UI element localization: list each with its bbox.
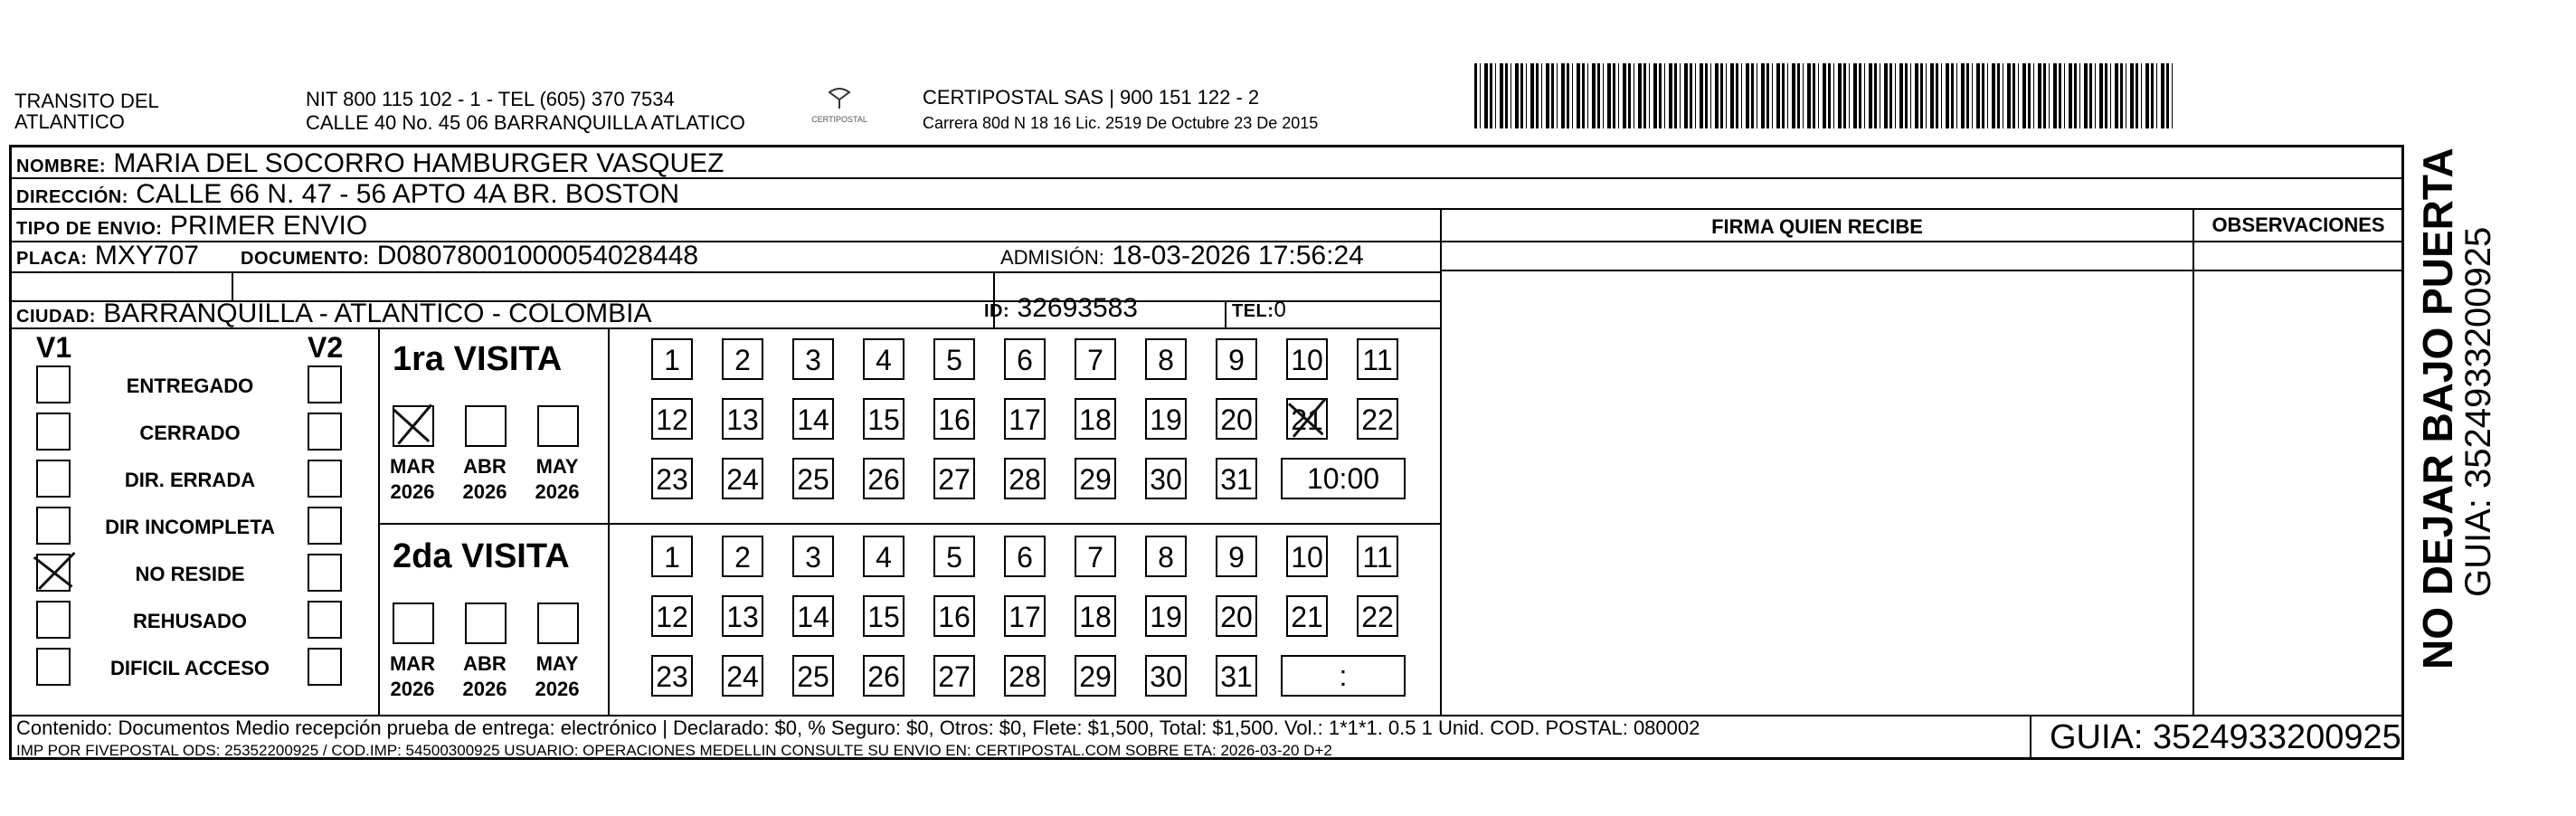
visit-time-field[interactable]: : <box>1281 655 1406 697</box>
day-box[interactable]: 17 <box>1004 398 1046 440</box>
day-box[interactable]: 10 <box>1286 536 1328 577</box>
sender-name-line1: TRANSITO DEL <box>14 90 159 112</box>
day-box[interactable]: 9 <box>1216 338 1257 380</box>
v2-checkbox[interactable] <box>308 601 342 639</box>
recipient-address: CALLE 66 N. 47 - 56 APTO 4A BR. BOSTON <box>136 179 680 209</box>
visit-title: 1ra VISITA <box>393 340 563 378</box>
month-label <box>385 651 440 702</box>
v2-header: V2 <box>308 331 344 364</box>
no-dejar-warning: NO DEJAR BAJO PUERTA <box>2414 147 2461 669</box>
admision-label: ADMISIÓN: <box>1000 246 1104 269</box>
tel-label: TEL: <box>1232 301 1274 321</box>
v1-checkbox[interactable] <box>36 365 71 403</box>
v1-checkbox[interactable] <box>36 460 71 498</box>
day-box[interactable]: 8 <box>1145 338 1187 380</box>
v1-header: V1 <box>36 331 72 364</box>
status-label: DIR. ERRADA <box>124 469 256 491</box>
imp-line: IMP POR FIVEPOSTAL ODS: 25352200925 / COD.IMP: 54500300925 USUARIO: OPERACIONES MEDELLIN CONSULTE SU ENVIO EN: CERTIPOSTAL.COM SOBRE ETA: 2026-03-20 D+2 <box>16 742 1332 759</box>
recipient-name-row <box>16 148 724 182</box>
month-year: 2026 <box>390 480 435 503</box>
day-box[interactable]: 5 <box>933 338 975 380</box>
day-box[interactable]: 23 <box>651 458 693 499</box>
day-box[interactable]: 12 <box>651 595 693 637</box>
day-box[interactable]: 6 <box>1004 536 1046 577</box>
ciudad-value: BARRANQUILLA - ATLANTICO - COLOMBIA <box>103 299 652 328</box>
month-name: MAR <box>389 652 436 675</box>
day-box[interactable]: 2 <box>722 338 763 380</box>
day-box[interactable]: 21 <box>1286 595 1328 637</box>
signature-area[interactable] <box>1442 271 2191 713</box>
day-box[interactable]: 7 <box>1075 536 1116 577</box>
day-box[interactable]: 26 <box>863 655 904 697</box>
sender-address: CALLE 40 No. 45 06 BARRANQUILLA ATLATICO <box>306 111 745 134</box>
month-checkbox[interactable] <box>465 603 507 644</box>
day-box[interactable]: 27 <box>933 655 975 697</box>
day-box[interactable]: 23 <box>651 655 693 697</box>
tel-cell <box>1232 295 1286 327</box>
day-box[interactable]: 11 <box>1357 536 1398 577</box>
month-label <box>458 454 512 505</box>
day-box[interactable]: 10 <box>1286 338 1328 380</box>
v1-checkbox[interactable] <box>36 554 71 592</box>
side-guide-number: GUIA: 3524933200925 <box>2458 226 2498 597</box>
nombre-label: NOMBRE: <box>16 157 107 176</box>
day-box[interactable]: 20 <box>1216 398 1257 440</box>
status-label: ENTREGADO <box>126 375 254 397</box>
day-box[interactable]: 12 <box>651 398 693 440</box>
day-box[interactable]: 16 <box>933 398 975 440</box>
firma-header: FIRMA QUIEN RECIBE <box>1711 215 1923 238</box>
v2-checkbox[interactable] <box>308 648 342 686</box>
day-box[interactable]: 29 <box>1075 655 1116 697</box>
certipostal-logo: CERTIPOSTAL <box>803 87 876 134</box>
month-checkbox[interactable] <box>393 603 434 644</box>
month-name: MAY <box>535 455 579 478</box>
tel-value: 0 <box>1274 298 1286 322</box>
placa-value: MXY707 <box>94 241 199 270</box>
recipient-name: MARIA DEL SOCORRO HAMBURGER VASQUEZ <box>113 148 724 178</box>
v1-checkbox[interactable] <box>36 507 71 545</box>
day-box[interactable]: 1 <box>651 338 693 380</box>
month-label <box>530 454 584 505</box>
ciudad-label: CIUDAD: <box>16 307 96 327</box>
documento-label: DOCUMENTO: <box>241 249 370 269</box>
direccion-label: DIRECCIÓN: <box>16 187 128 207</box>
day-box[interactable]: 13 <box>722 595 763 637</box>
day-box[interactable]: 20 <box>1216 595 1257 637</box>
v1-checkbox[interactable] <box>36 601 71 639</box>
day-box[interactable]: 11 <box>1357 338 1398 380</box>
day-box[interactable]: 25 <box>792 458 834 499</box>
observations-area[interactable] <box>2194 271 2401 713</box>
day-box[interactable]: 15 <box>863 398 904 440</box>
status-label: DIR INCOMPLETA <box>105 516 275 538</box>
day-box[interactable]: 4 <box>863 338 904 380</box>
month-label <box>385 454 440 505</box>
day-box[interactable]: 18 <box>1075 398 1116 440</box>
day-box[interactable]: 8 <box>1145 536 1187 577</box>
placa-label: PLACA: <box>16 249 88 269</box>
month-year: 2026 <box>462 678 507 700</box>
id-cell <box>984 293 1138 327</box>
placa-cell <box>16 241 199 274</box>
day-box[interactable]: 24 <box>722 655 763 697</box>
month-name: ABR <box>463 652 507 675</box>
admision-cell <box>1000 241 1364 273</box>
month-checkbox[interactable] <box>465 405 507 447</box>
day-box[interactable]: 22 <box>1357 595 1398 637</box>
day-box[interactable]: 6 <box>1004 338 1046 380</box>
day-box[interactable]: 18 <box>1075 595 1116 637</box>
v2-checkbox[interactable] <box>308 507 342 545</box>
recipient-address-row <box>16 179 679 213</box>
ciudad-cell <box>16 299 652 332</box>
v2-checkbox[interactable] <box>308 413 342 451</box>
documento-value: D08078001000054028448 <box>376 241 699 270</box>
status-label: CERRADO <box>139 422 241 444</box>
day-box[interactable]: 31 <box>1216 458 1257 499</box>
month-year: 2026 <box>462 480 507 503</box>
id-value: 32693583 <box>1017 293 1138 323</box>
v1-checkbox[interactable] <box>36 413 71 451</box>
day-box[interactable]: 22 <box>1357 398 1398 440</box>
carrier-address: Carrera 80d N 18 16 Lic. 2519 De Octubre 23 De 2015 <box>923 114 1319 132</box>
month-name: MAY <box>535 652 579 675</box>
status-label: NO RESIDE <box>135 563 245 585</box>
day-box[interactable]: 9 <box>1216 536 1257 577</box>
day-box[interactable]: 30 <box>1145 655 1187 697</box>
day-box[interactable]: 29 <box>1075 458 1116 499</box>
month-year: 2026 <box>535 480 580 503</box>
day-box[interactable]: 4 <box>863 536 904 577</box>
day-box[interactable]: 3 <box>792 536 834 577</box>
visit-time-field[interactable]: 10:00 <box>1281 458 1406 499</box>
v2-checkbox[interactable] <box>308 554 342 592</box>
id-label: ID: <box>984 301 1010 321</box>
observaciones-header: OBSERVACIONES <box>2211 213 2385 236</box>
day-box[interactable]: 16 <box>933 595 975 637</box>
day-box[interactable]: 28 <box>1004 458 1046 499</box>
day-box[interactable]: 19 <box>1145 595 1187 637</box>
status-label: DIFICIL ACCESO <box>109 657 270 679</box>
sender-nit: NIT 800 115 102 - 1 - TEL (605) 370 7534 <box>306 88 675 110</box>
visit-title: 2da VISITA <box>393 537 570 575</box>
month-year: 2026 <box>535 678 580 700</box>
v1-checkbox[interactable] <box>36 648 71 686</box>
day-box[interactable]: 28 <box>1004 655 1046 697</box>
day-box[interactable]: 15 <box>863 595 904 637</box>
carrier-name: CERTIPOSTAL SAS | 900 151 122 - 2 <box>923 86 1260 109</box>
status-label: REHUSADO <box>133 610 247 632</box>
month-label <box>530 651 584 702</box>
day-box[interactable]: 17 <box>1004 595 1046 637</box>
shipment-type-row <box>16 211 367 244</box>
month-label <box>458 651 512 702</box>
envelope-icon <box>826 87 853 110</box>
day-box[interactable]: 19 <box>1145 398 1187 440</box>
month-year: 2026 <box>390 678 435 700</box>
day-box[interactable]: 7 <box>1075 338 1116 380</box>
day-box[interactable]: 13 <box>722 398 763 440</box>
day-box[interactable]: 24 <box>722 458 763 499</box>
month-checkbox[interactable] <box>537 603 579 644</box>
month-checkbox[interactable] <box>393 405 434 447</box>
month-name: MAR <box>389 455 436 478</box>
day-box[interactable]: 3 <box>792 338 834 380</box>
month-name: ABR <box>463 455 507 478</box>
admision-value: 18-03-2026 17:56:24 <box>1112 241 1364 270</box>
day-box[interactable]: 21 <box>1286 398 1328 440</box>
day-box[interactable]: 30 <box>1145 458 1187 499</box>
tipo-envio-label: TIPO DE ENVIO: <box>16 219 163 239</box>
day-box[interactable]: 14 <box>792 398 834 440</box>
sender-name-line2: ATLANTICO <box>14 110 125 133</box>
contents-line: Contenido: Documentos Medio recepción prueba de entrega: electrónico | Declarado: $0, % Seguro: $0, Otros: $0, Flete: $1,500, Total: $1,500. Vol.: 1*1*1. 0.5 1 Unid. COD. POSTAL: 080002 <box>16 716 1700 739</box>
barcode <box>1474 63 2175 128</box>
guide-number: GUIA: 3524933200925 <box>2050 718 2401 756</box>
day-box[interactable]: 1 <box>651 536 693 577</box>
day-box[interactable]: 14 <box>792 595 834 637</box>
day-box[interactable]: 5 <box>933 536 975 577</box>
documento-cell <box>241 241 698 274</box>
day-box[interactable]: 27 <box>933 458 975 499</box>
v2-checkbox[interactable] <box>308 365 342 403</box>
v2-checkbox[interactable] <box>308 460 342 498</box>
shipment-type: PRIMER ENVIO <box>169 211 368 241</box>
day-box[interactable]: 25 <box>792 655 834 697</box>
month-checkbox[interactable] <box>537 405 579 447</box>
day-box[interactable]: 2 <box>722 536 763 577</box>
day-box[interactable]: 26 <box>863 458 904 499</box>
day-box[interactable]: 31 <box>1216 655 1257 697</box>
